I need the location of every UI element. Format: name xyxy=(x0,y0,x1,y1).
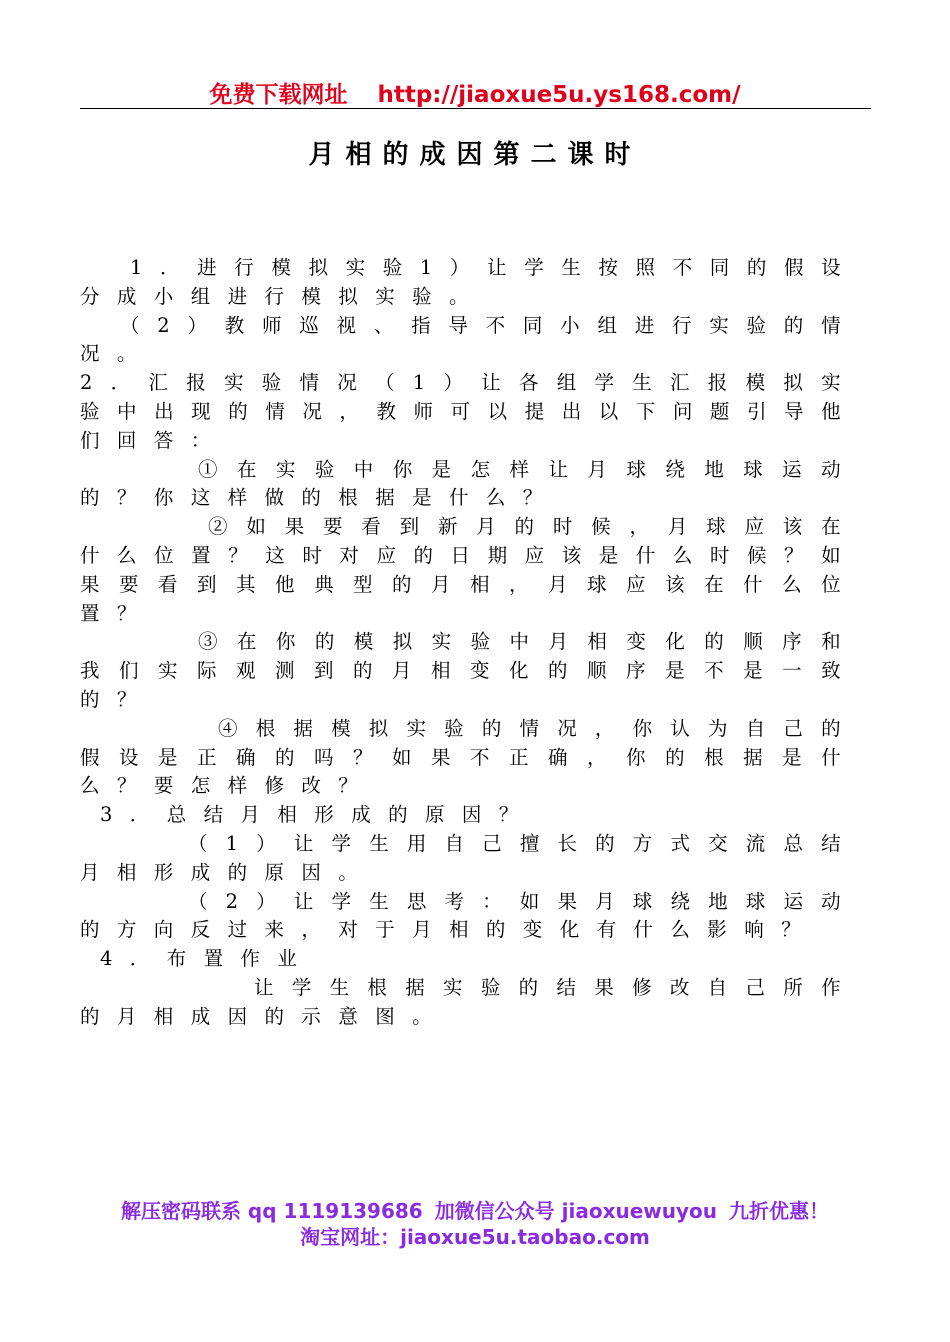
paragraph: （1）让学生用自己擅长的方式交流总结月相形成的原因。 xyxy=(80,831,858,884)
footer-discount-text: 九折优惠！ xyxy=(729,1199,830,1223)
paragraph: ④根据模拟实验的情况，你认为自己的假设是正确的吗？如果不正确，你的根据是什么？要怎样修改？ xyxy=(80,716,858,798)
paragraph: ②如果要看到新月的时候，月球应该在什么位置？这时对应的日期应该是什么时候？如果要看到其他典型的月相，月球应该在什么位置？ xyxy=(80,515,858,625)
paragraph: ①在实验中你是怎样让月球绕地球运动的？你这样做的根据是什么？ xyxy=(80,457,858,510)
footer-qq-text: 解压密码联系 qq 1119139686 xyxy=(120,1199,423,1223)
paragraph: 3．总结月相形成的原因？ xyxy=(100,803,536,827)
header-divider xyxy=(80,108,871,109)
footer-taobao-link[interactable]: 淘宝网址：jiaoxue5u.taobao.com xyxy=(300,1225,650,1249)
paragraph: ③在你的模拟实验中月相变化的顺序和我们实际观测到的月相变化的顺序是不是一致的？ xyxy=(80,630,858,711)
footer-wechat-text: 加微信公众号 jiaoxuewuyou xyxy=(434,1199,718,1223)
paragraph: 让学生根据实验的结果修改自己所作的月相成因的示意图。 xyxy=(80,975,858,1028)
paragraph: 2．汇报实验情况（1）让各组学生汇报模拟实验中出现的情况，教师可以提出以下问题引导他们回答： xyxy=(80,371,858,452)
paragraph: 1．进行模拟实验1）让学生按照不同的假设分成小组进行模拟实验。 xyxy=(80,256,858,308)
download-banner xyxy=(80,76,870,109)
contact-footer xyxy=(40,1198,910,1250)
paragraph: （2）让学生思考：如果月球绕地球运动的方向反过来，对于月相的变化有什么影响？ xyxy=(80,889,858,942)
download-label: 免费下载网址 xyxy=(209,82,348,108)
page-title: 月相的成因第二课时 xyxy=(308,140,642,170)
paragraph: 4．布置作业 xyxy=(100,947,315,971)
footer-line-1 xyxy=(40,1198,910,1224)
lesson-body xyxy=(80,254,858,1032)
paragraph: （2）教师巡视、指导不同小组进行实验的情况。 xyxy=(80,313,858,366)
download-url-link[interactable]: http://jiaoxue5u.ys168.com/ xyxy=(377,82,741,108)
